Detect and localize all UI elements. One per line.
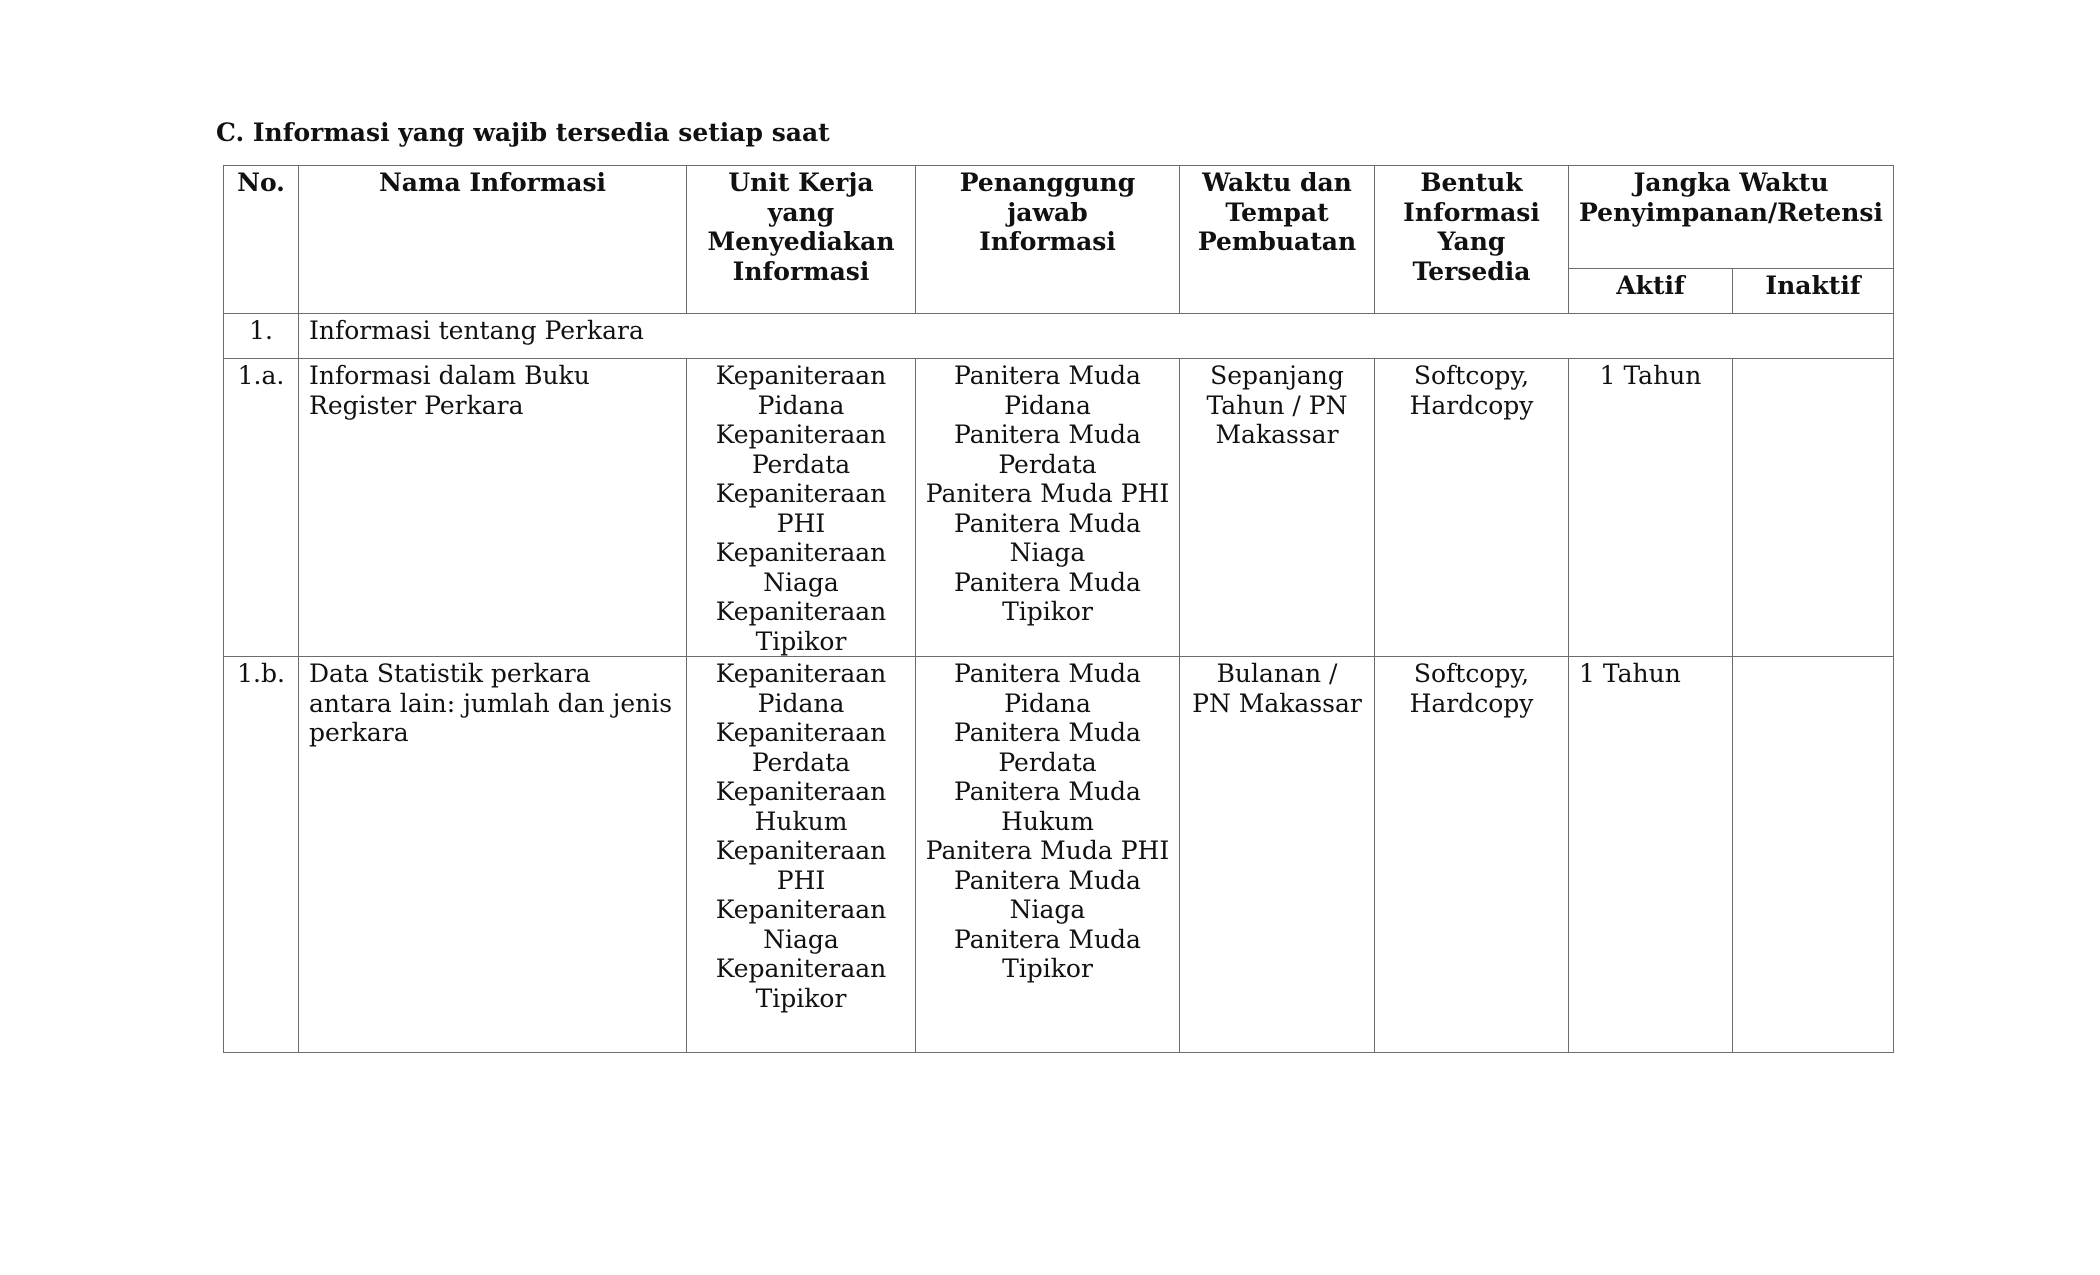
section-title: Informasi tentang Perkara — [299, 314, 1894, 359]
header-nama-informasi: Nama Informasi — [299, 166, 687, 314]
row-inaktif — [1733, 657, 1894, 1053]
section-no: 1. — [224, 314, 299, 359]
row-penanggung-jawab: Panitera Muda Pidana Panitera Muda Perdata Panitera Muda Hukum Panitera Muda PHI Panitera Muda Niaga Panitera Muda Tipikor — [916, 657, 1180, 1053]
row-no: 1.b. — [224, 657, 299, 1053]
header-bentuk-informasi: Bentuk Informasi Yang Tersedia — [1375, 166, 1569, 314]
row-no: 1.a. — [224, 359, 299, 657]
header-no: No. — [224, 166, 299, 314]
row-waktu-tempat: Bulanan / PN Makassar — [1180, 657, 1375, 1053]
header-aktif: Aktif — [1569, 269, 1733, 314]
header-jangka-waktu: Jangka Waktu Penyimpanan/Retensi — [1569, 166, 1894, 269]
row-unit-kerja: Kepaniteraan Pidana Kepaniteraan Perdata Kepaniteraan Hukum Kepaniteraan PHI Kepaniteraan Niaga Kepaniteraan Tipikor — [687, 657, 916, 1053]
row-aktif: 1 Tahun — [1569, 359, 1733, 657]
information-table — [223, 165, 1894, 1053]
row-bentuk: Softcopy, Hardcopy — [1375, 657, 1569, 1053]
table-header-row — [224, 166, 1894, 269]
row-aktif: 1 Tahun — [1569, 657, 1733, 1053]
header-waktu-tempat: Waktu dan Tempat Pembuatan — [1180, 166, 1375, 314]
table-row — [224, 359, 1894, 657]
table-row — [224, 657, 1894, 1053]
row-nama: Informasi dalam Buku Register Perkara — [299, 359, 687, 657]
header-inaktif: Inaktif — [1733, 269, 1894, 314]
row-waktu-tempat: Sepanjang Tahun / PN Makassar — [1180, 359, 1375, 657]
row-bentuk: Softcopy, Hardcopy — [1375, 359, 1569, 657]
section-heading: C. Informasi yang wajib tersedia setiap saat — [216, 118, 830, 147]
section-row — [224, 314, 1894, 359]
row-nama: Data Statistik perkara antara lain: jumlah dan jenis perkara — [299, 657, 687, 1053]
row-penanggung-jawab: Panitera Muda Pidana Panitera Muda Perdata Panitera Muda PHI Panitera Muda Niaga Panitera Muda Tipikor — [916, 359, 1180, 657]
header-penanggung-jawab: Penanggung jawab Informasi — [916, 166, 1180, 314]
row-inaktif — [1733, 359, 1894, 657]
header-unit-kerja: Unit Kerja yang Menyediakan Informasi — [687, 166, 916, 314]
row-unit-kerja: Kepaniteraan Pidana Kepaniteraan Perdata Kepaniteraan PHI Kepaniteraan Niaga Kepaniteraan Tipikor — [687, 359, 916, 657]
